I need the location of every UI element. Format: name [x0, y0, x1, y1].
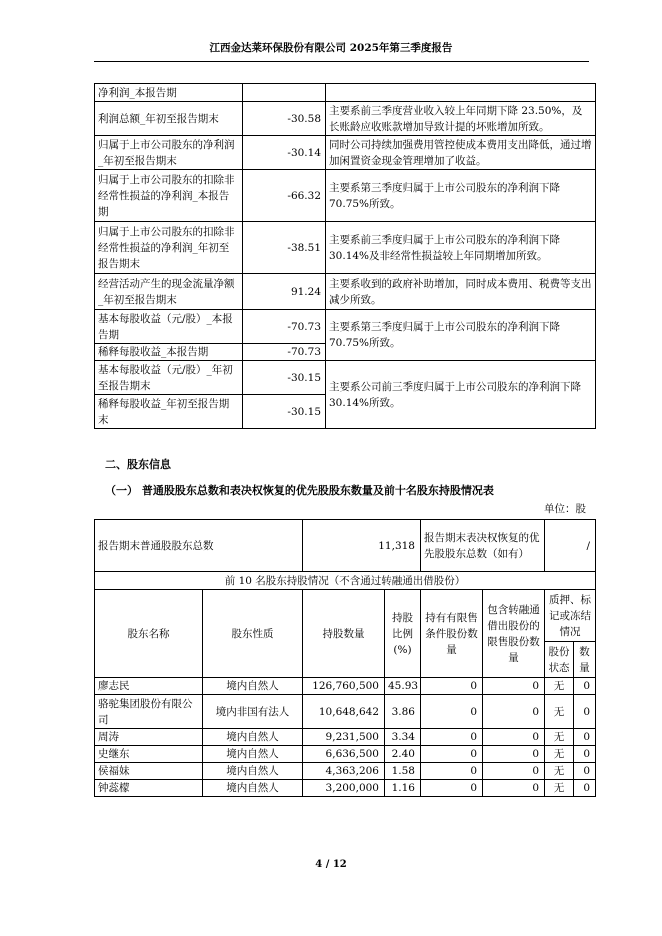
holder-ratio: 3.34 [385, 729, 421, 746]
item-cell: 基本每股收益（元/股）_本报告期 [95, 310, 243, 344]
item-cell: 归属于上市公司股东的扣除非经常性损益的净利润_年初至报告期末 [95, 222, 243, 274]
holder-lent: 0 [483, 780, 545, 797]
holder-ratio: 3.86 [385, 695, 421, 729]
holder-shares: 3,200,000 [303, 780, 385, 797]
holder-shares: 9,231,500 [303, 729, 385, 746]
col-header-ratio: 持股比例(%) [385, 590, 421, 678]
holder-lent: 0 [483, 695, 545, 729]
holder-restricted: 0 [421, 695, 483, 729]
table-row [95, 780, 596, 797]
change-value-cell: -70.73 [243, 344, 326, 361]
reason-cell: 主要系第三季度归属于上市公司股东的净利润下降 70.75%所致。 [326, 310, 596, 361]
table-row [95, 361, 596, 395]
table-row [95, 222, 596, 274]
holder-qty: 0 [574, 678, 596, 695]
holder-ratio: 45.93 [385, 678, 421, 695]
col-header-shares: 持股数量 [303, 590, 385, 678]
change-value-cell: -70.73 [243, 310, 326, 344]
reason-cell: 主要系前三季度归属于上市公司股东的净利润下降 30.14%及非经常性损益较上年同期增加所致。 [326, 222, 596, 274]
table-row [95, 274, 596, 310]
page-number: 4 / 12 [315, 859, 347, 870]
table-row [95, 520, 596, 572]
table-row [95, 310, 596, 344]
change-value-cell [243, 84, 326, 102]
col-header-pledge: 质押、标记或冻结情况 [545, 590, 596, 642]
item-cell: 净利润_本报告期 [95, 84, 243, 102]
reason-cell: 主要系收到的政府补助增加，同时成本费用、税费等支出减少所致。 [326, 274, 596, 310]
holder-type: 境内自然人 [203, 729, 303, 746]
table-row [95, 746, 596, 763]
holder-ratio: 2.40 [385, 746, 421, 763]
item-cell: 经营活动产生的现金流量净额_年初至报告期末 [95, 274, 243, 310]
subsection-title: （一） 普通股股东总数和表决权恢复的优先股股东数量及前十名股东持股情况表 [105, 484, 494, 497]
item-cell: 归属于上市公司股东的净利润_年初至报告期末 [95, 136, 243, 170]
holder-qty: 0 [574, 763, 596, 780]
table-row [95, 729, 596, 746]
holder-lent: 0 [483, 729, 545, 746]
item-cell: 归属于上市公司股东的扣除非经常性损益的净利润_本报告期 [95, 170, 243, 222]
section-title: 二、股东信息 [105, 458, 171, 471]
change-value-cell: -38.51 [243, 222, 326, 274]
holder-restricted: 0 [421, 729, 483, 746]
holder-restricted: 0 [421, 746, 483, 763]
holder-name: 钟蕊檬 [95, 780, 203, 797]
holder-ratio: 1.16 [385, 780, 421, 797]
change-value-cell: -30.58 [243, 102, 326, 136]
total-holders-label: 报告期末普通股股东总数 [95, 520, 303, 572]
holder-lent: 0 [483, 763, 545, 780]
change-value-cell: -30.15 [243, 395, 326, 429]
item-cell: 稀释每股收益_年初至报告期末 [95, 395, 243, 429]
preferred-holders-label: 报告期末表决权恢复的优先股股东总数（如有） [421, 520, 545, 572]
table-row [95, 136, 596, 170]
holder-status: 无 [545, 678, 574, 695]
holder-restricted: 0 [421, 678, 483, 695]
holder-type: 境内自然人 [203, 780, 303, 797]
item-cell: 利润总额_年初至报告期末 [95, 102, 243, 136]
shareholder-table [94, 519, 596, 797]
holder-name: 史继东 [95, 746, 203, 763]
table-row [95, 763, 596, 780]
holder-status: 无 [545, 695, 574, 729]
holder-shares: 4,363,206 [303, 763, 385, 780]
table-row [95, 678, 596, 695]
holder-qty: 0 [574, 729, 596, 746]
holder-lent: 0 [483, 746, 545, 763]
reason-cell: 主要系前三季度营业收入较上年同期下降 23.50%，及长账龄应收账款增加导致计提的坏账增加所致。 [326, 102, 596, 136]
unit-label: 单位：股 [544, 503, 586, 515]
holder-status: 无 [545, 780, 574, 797]
holder-qty: 0 [574, 695, 596, 729]
change-value-cell: -66.32 [243, 170, 326, 222]
col-header-status: 股份状态 [545, 642, 574, 678]
holder-name: 周涛 [95, 729, 203, 746]
header-divider [94, 61, 589, 62]
holder-restricted: 0 [421, 763, 483, 780]
holder-restricted: 0 [421, 780, 483, 797]
col-header-qty: 数量 [574, 642, 596, 678]
reason-cell: 同时公司持续加强费用管控使成本费用支出降低，通过增加闲置资金现金管理增加了收益。 [326, 136, 596, 170]
reason-cell [326, 84, 596, 102]
holder-qty: 0 [574, 746, 596, 763]
reason-cell: 主要系第三季度归属于上市公司股东的净利润下降 70.75%所致。 [326, 170, 596, 222]
header-row [95, 590, 596, 642]
change-value-cell: -30.14 [243, 136, 326, 170]
holder-type: 境内非国有法人 [203, 695, 303, 729]
holder-name: 侯福妹 [95, 763, 203, 780]
holder-type: 境内自然人 [203, 746, 303, 763]
table-row [95, 170, 596, 222]
col-header-name: 股东名称 [95, 590, 203, 678]
table-row [95, 695, 596, 729]
holder-ratio: 1.58 [385, 763, 421, 780]
col-header-type: 股东性质 [203, 590, 303, 678]
table-row [95, 572, 596, 590]
holder-status: 无 [545, 729, 574, 746]
holder-shares: 126,760,500 [303, 678, 385, 695]
holder-name: 骆驼集团股份有限公司 [95, 695, 203, 729]
holder-qty: 0 [574, 780, 596, 797]
holder-name: 廖志民 [95, 678, 203, 695]
holder-lent: 0 [483, 678, 545, 695]
holder-shares: 6,636,500 [303, 746, 385, 763]
col-header-restricted: 持有有限售条件股份数量 [421, 590, 483, 678]
item-cell: 稀释每股收益_本报告期 [95, 344, 243, 361]
holder-type: 境内自然人 [203, 678, 303, 695]
item-cell: 基本每股收益（元/股）_年初至报告期末 [95, 361, 243, 395]
holder-status: 无 [545, 746, 574, 763]
holder-shares: 10,648,642 [303, 695, 385, 729]
top10-title: 前 10 名股东持股情况（不含通过转融通出借股份） [95, 572, 596, 590]
report-header-title: 江西金达莱环保股份有限公司 2025年第三季度报告 [209, 42, 453, 54]
table-row [95, 102, 596, 136]
reason-cell: 主要系公司前三季度归属于上市公司股东的净利润下降 30.14%所致。 [326, 361, 596, 429]
col-header-lent: 包含转融通借出股份的限售股份数量 [483, 590, 545, 678]
total-holders-value: 11,318 [303, 520, 421, 572]
table-row [95, 84, 596, 102]
preferred-holders-value: / [545, 520, 596, 572]
holder-status: 无 [545, 763, 574, 780]
change-value-cell: 91.24 [243, 274, 326, 310]
change-reason-table [94, 83, 596, 429]
change-value-cell: -30.15 [243, 361, 326, 395]
holder-type: 境内自然人 [203, 763, 303, 780]
